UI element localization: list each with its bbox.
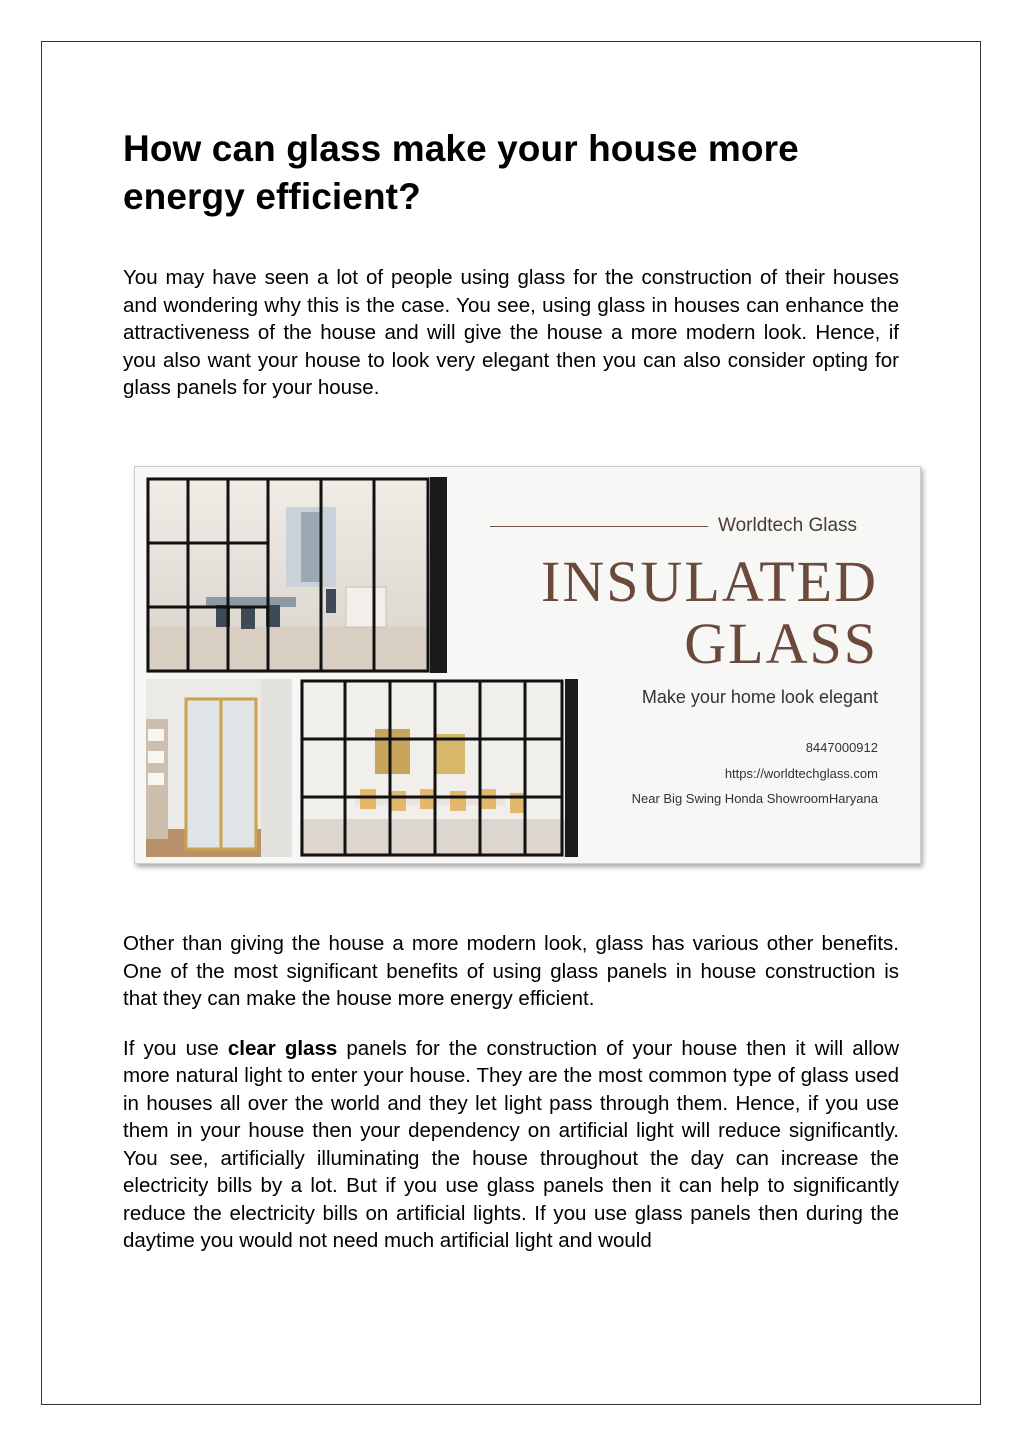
- brand-name: Worldtech Glass: [718, 515, 858, 536]
- banner-address: Near Big Swing Honda ShowroomHaryana: [631, 791, 878, 806]
- brand-divider: [490, 526, 708, 527]
- benefits-paragraph: Other than giving the house a more modern look, glass has various other benefits. One of the most significant benefits of using glass panels in house construction is that they can make the house more energy efficient.: [123, 932, 899, 1010]
- article-title: How can glass make your house more energy efficient?: [123, 128, 799, 217]
- office-partition-photo: [146, 477, 447, 673]
- banner-phone: 8447000912: [805, 740, 878, 755]
- clear-glass-link[interactable]: clear glass: [227, 1036, 338, 1060]
- article-body: [123, 125, 899, 402]
- headline-line-2: GLASS: [684, 611, 878, 676]
- meeting-room-photo: [300, 679, 578, 857]
- intro-paragraph: You may have seen a lot of people using glass for the construction of their houses and wondering why this is the case. You see, using glass in houses can enhance the attractiveness of the house and will give the house a more modern look. Hence, if you also want your house to look very elegant then you can also consider opting for glass panels for your house.: [123, 266, 899, 399]
- banner-website: https://worldtechglass.com: [724, 766, 878, 781]
- clear-glass-paragraph: [123, 1035, 899, 1255]
- clear-glass-body: panels for the construction of your house then it will allow more natural light to enter your house. They are the most common type of glass used in houses all over the world and they let light pass through them. Hence, if you use them in your house then your dependency on artificial light will reduce significantly. You see, artificially illuminating the house throughout the day can increase the electricity bills by a lot. But if you use glass panels then it can help to significantly reduce the electricity bills on artificial lights. If you use glass panels then during the daytime you would not need much artificial light and would: [123, 1036, 900, 1252]
- insulated-glass-banner: [134, 466, 921, 864]
- article-body-continued: [123, 930, 899, 1255]
- clear-glass-intro: If you use: [123, 1036, 228, 1060]
- headline-line-1: INSULATED: [541, 549, 878, 614]
- shower-enclosure-photo: [146, 679, 292, 857]
- banner-tagline: Make your home look elegant: [641, 687, 878, 707]
